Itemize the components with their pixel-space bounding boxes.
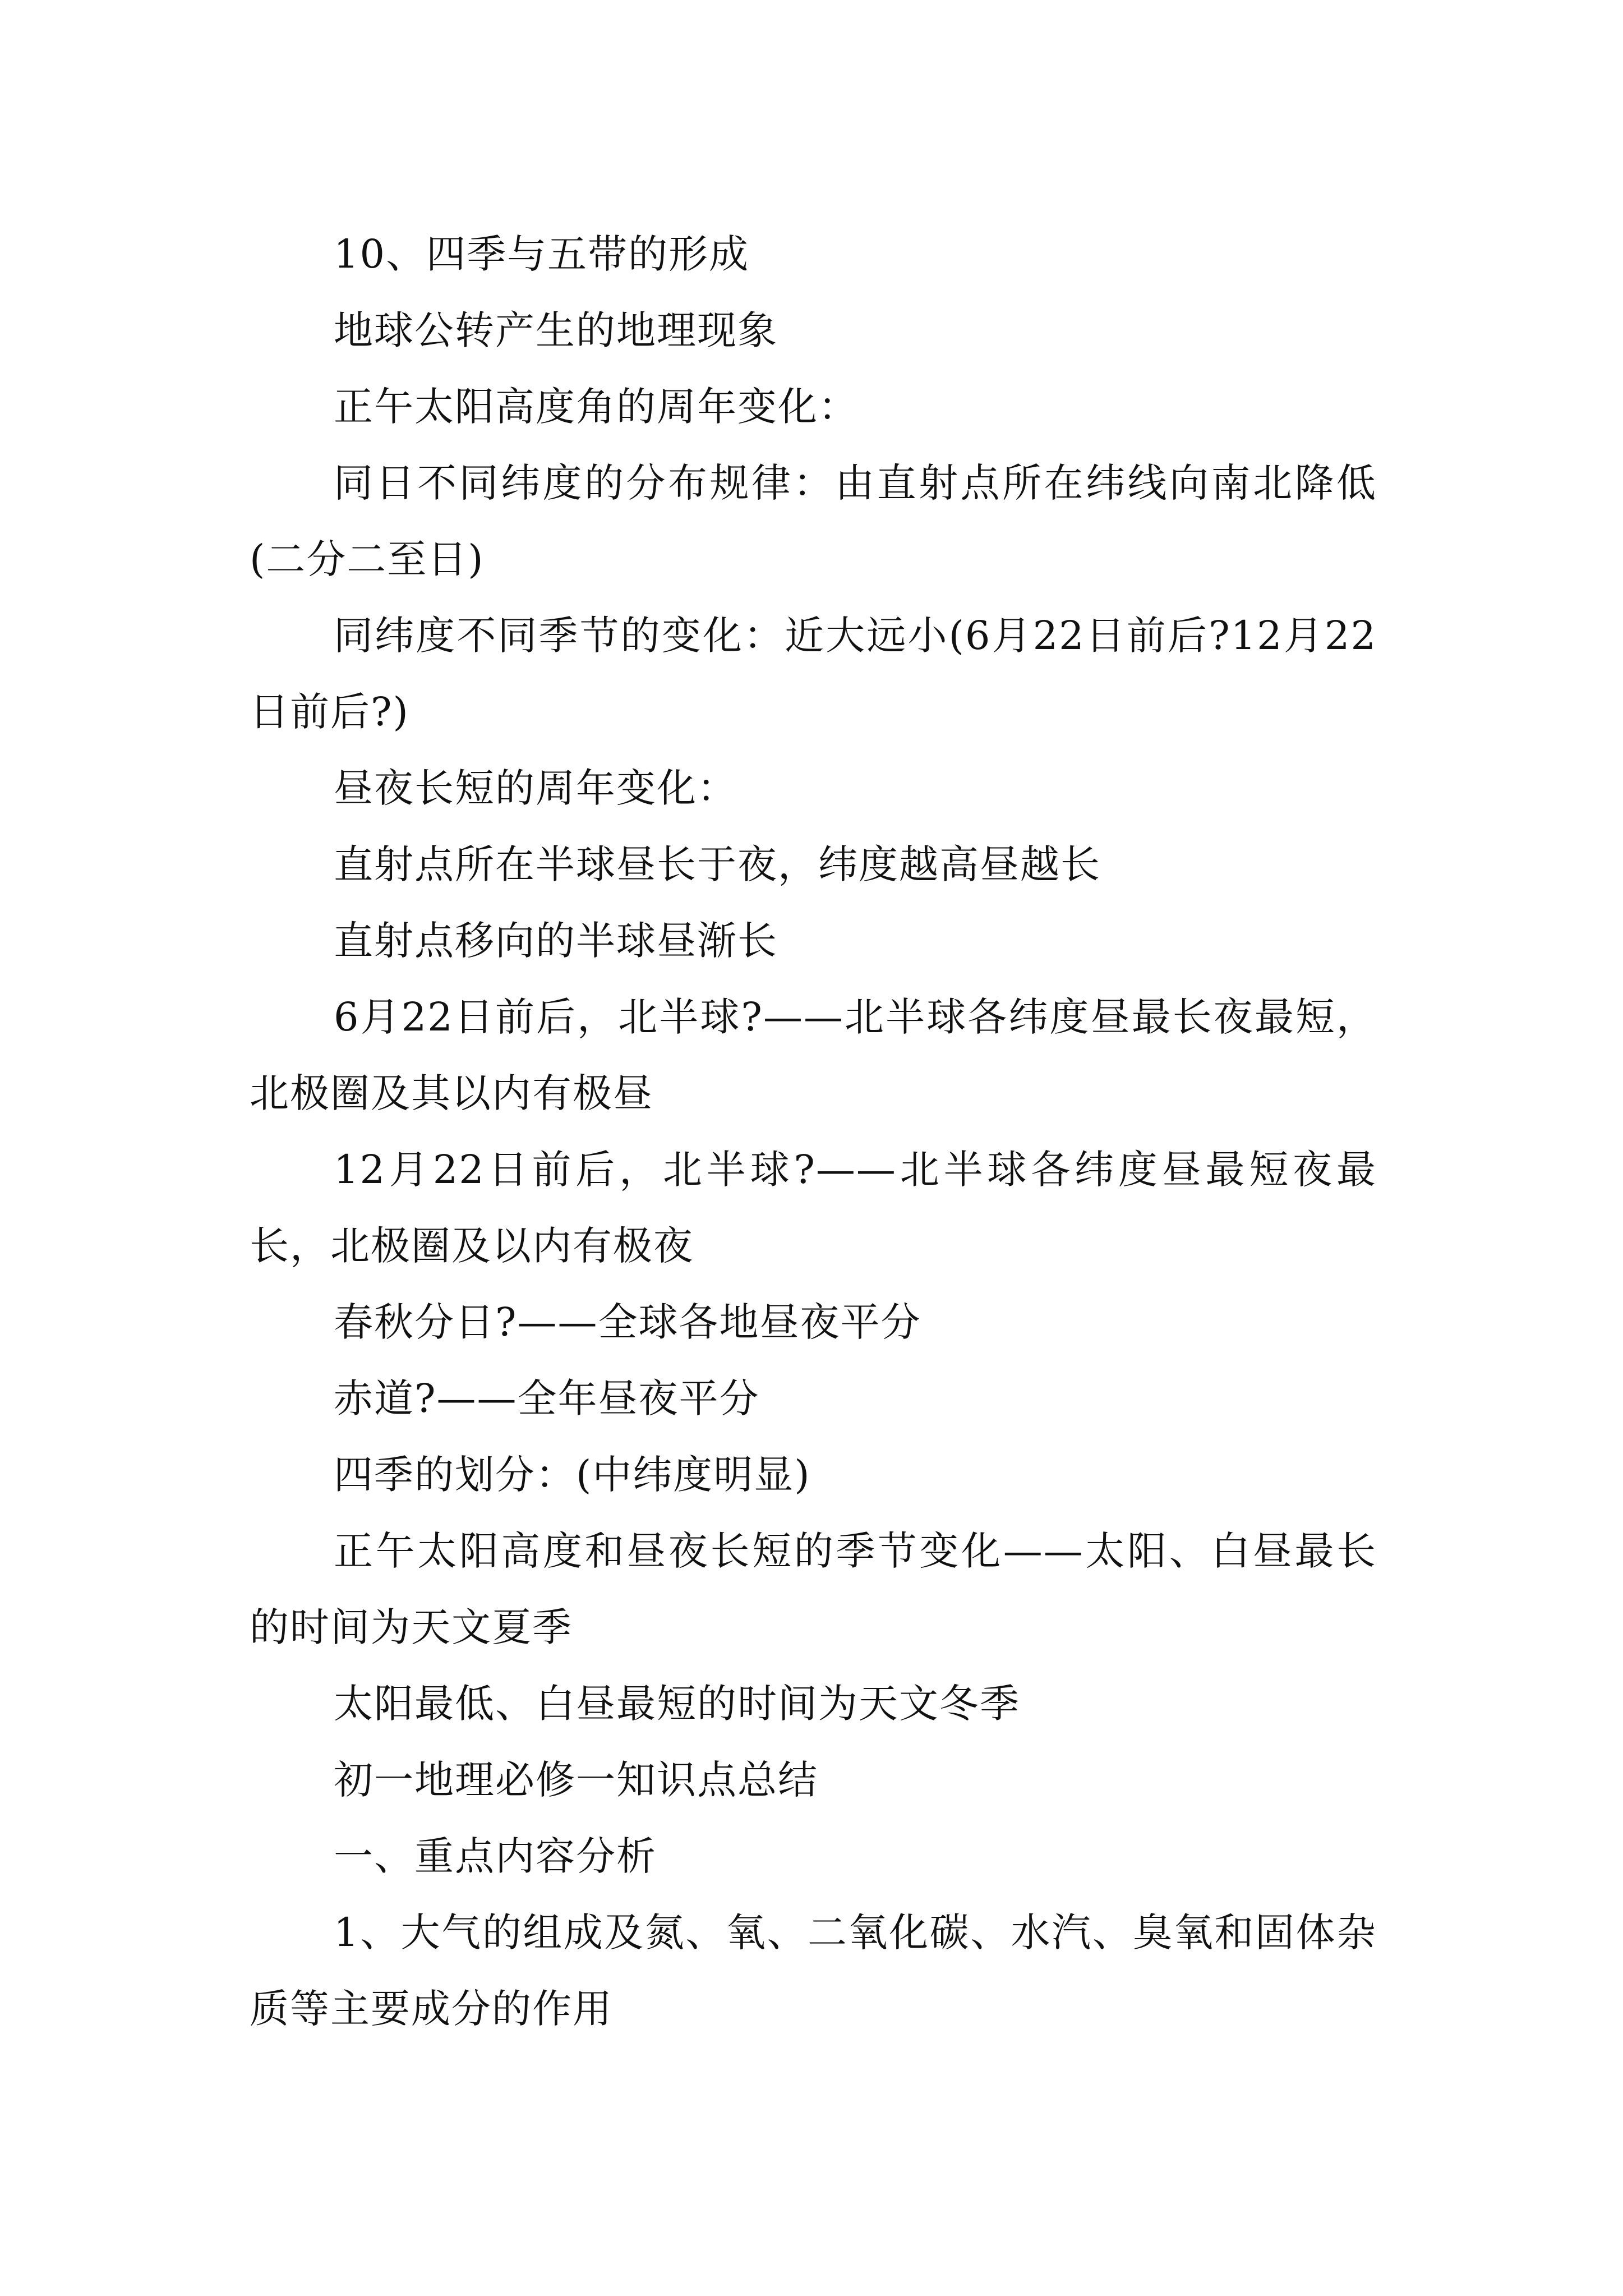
paragraph-equator: 赤道?——全年昼夜平分 xyxy=(334,1375,760,1421)
paragraph-direct-point-moving: 直射点移向的半球昼渐长 xyxy=(334,918,778,964)
paragraph-summary-title: 初一地理必修一知识点总结 xyxy=(334,1757,818,1803)
paragraph-june-solstice: 6月22日前后，北半球?——北半球各纬度昼最长夜最短，北极圈及其以内有极昼 xyxy=(250,994,1377,1116)
paragraph-revolution-phenomena: 地球公转产生的地理现象 xyxy=(334,307,778,353)
paragraph-seasonal-change: 同纬度不同季节的变化：近大远小(6月22日前后?12月22日前后?) xyxy=(250,613,1377,735)
paragraph-astronomical-summer: 正午太阳高度和昼夜长短的季节变化——太阳、白昼最长的时间为天文夏季 xyxy=(250,1528,1377,1650)
paragraph-latitude-distribution: 同日不同纬度的分布规律：由直射点所在纬线向南北降低(二分二至日) xyxy=(250,460,1377,582)
paragraph-equinox: 春秋分日?——全球各地昼夜平分 xyxy=(334,1299,921,1345)
paragraph-direct-point-hemisphere: 直射点所在半球昼长于夜，纬度越高昼越长 xyxy=(334,841,1101,887)
document-body xyxy=(250,216,1377,2047)
paragraph-season-division: 四季的划分：(中纬度明显) xyxy=(334,1452,811,1498)
paragraph-december-solstice: 12月22日前后，北半球?——北半球各纬度昼最短夜最长，北极圈及以内有极夜 xyxy=(250,1147,1377,1269)
paragraph-heading-seasons-zones: 10、四季与五带的形成 xyxy=(334,231,750,277)
paragraph-astronomical-winter: 太阳最低、白昼最短的时间为天文冬季 xyxy=(334,1681,1020,1727)
paragraph-noon-sun-angle: 正午太阳高度角的周年变化： xyxy=(334,384,859,430)
paragraph-key-content: 一、重点内容分析 xyxy=(334,1833,657,1879)
paragraph-day-length: 昼夜长短的周年变化： xyxy=(334,765,737,811)
paragraph-atmosphere-composition: 1、大气的组成及氮、氧、二氧化碳、水汽、臭氧和固体杂质等主要成分的作用 xyxy=(250,1910,1377,2032)
